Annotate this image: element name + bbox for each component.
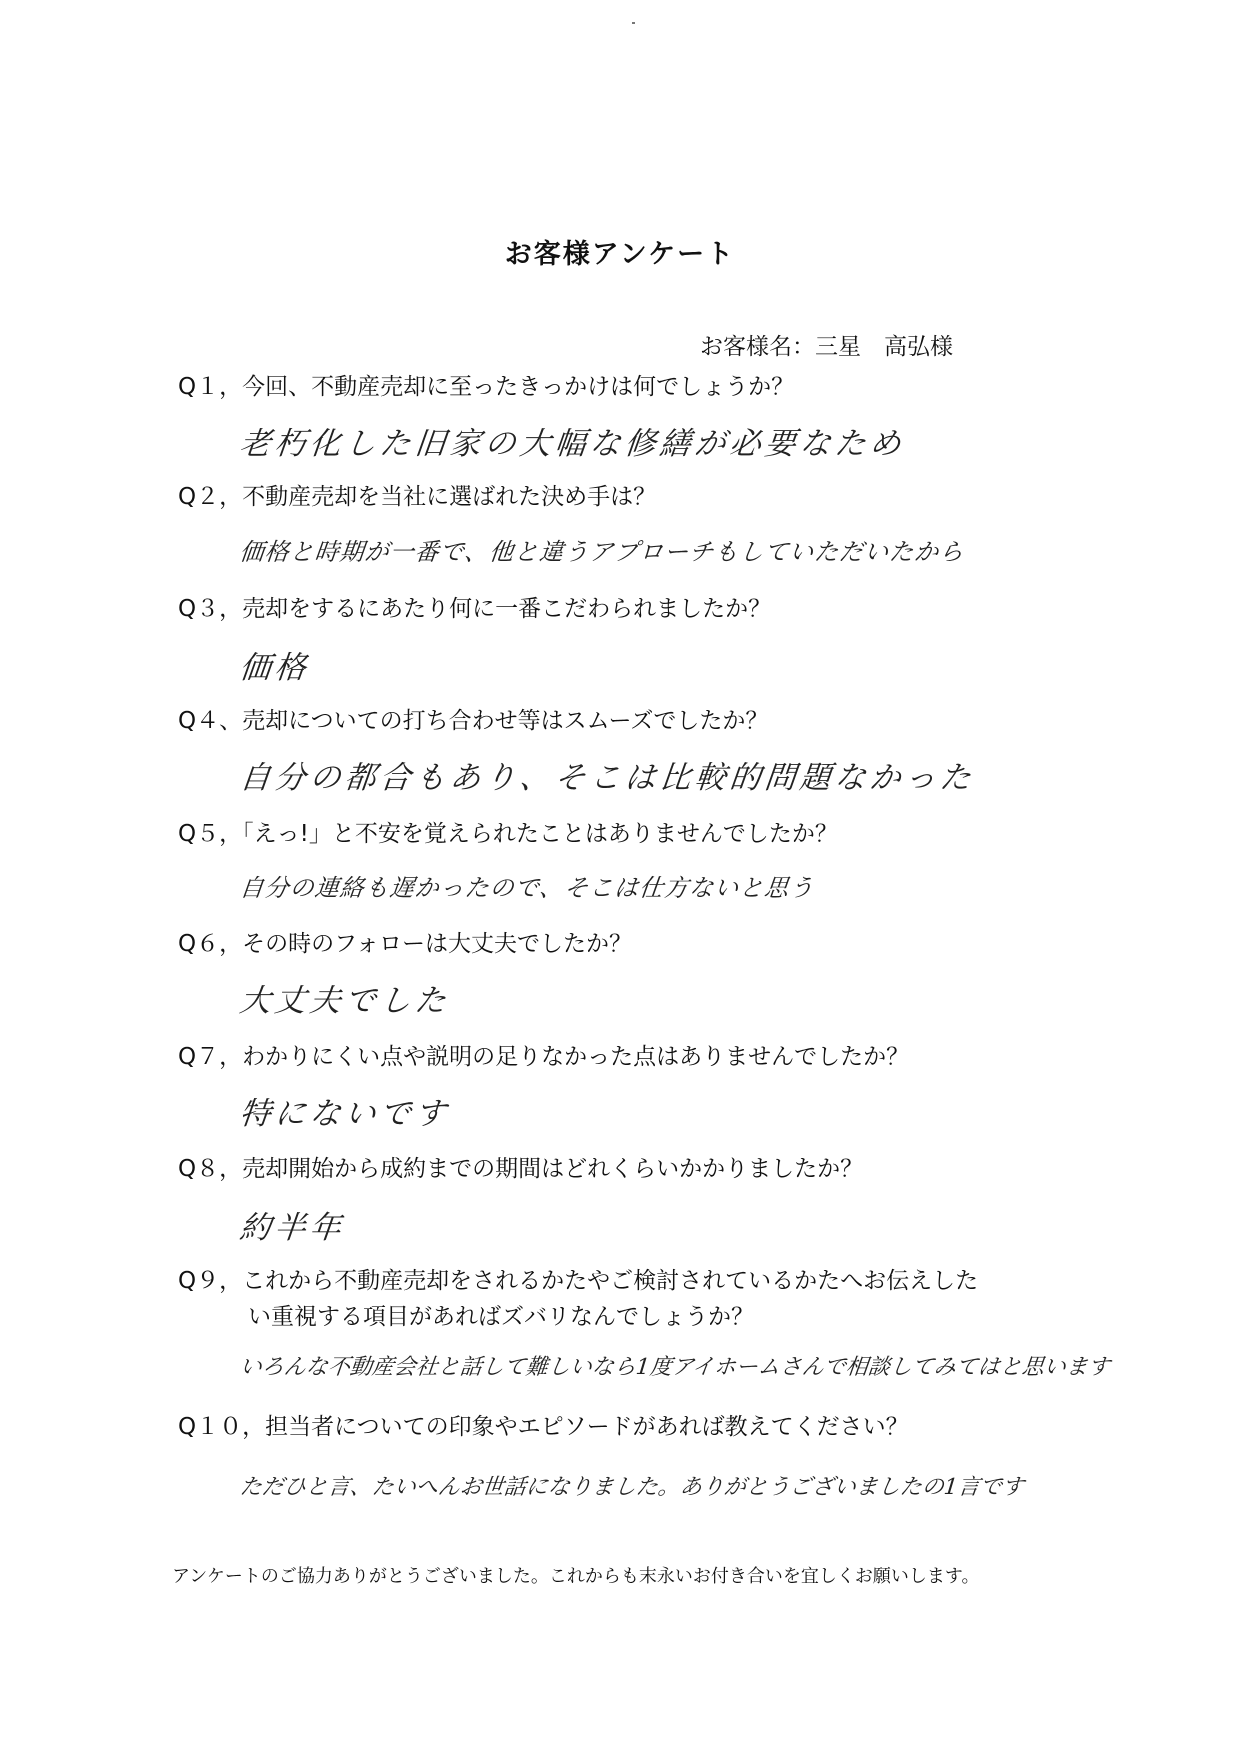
question-9-line-2: い重視する項目があればズバリなんでしょうか？ bbox=[248, 1304, 754, 1330]
answer-7: 特にないです bbox=[237, 1096, 452, 1132]
answer-9: いろんな不動産会社と話して難しいなら1度アイホームさんで相談してみてはと思います bbox=[238, 1355, 1112, 1380]
answer-4: 自分の都合もあり、そこは比較的問題なかった bbox=[237, 760, 977, 796]
footer-note: アンケートのご協力ありがとうございました。これからも末永いお付き合いを宜しくお願いします。 bbox=[172, 1566, 980, 1587]
question-5: Q５，「えっ!」と不安を覚えられたことはありませんでしたか？ bbox=[178, 821, 838, 847]
question-8: Q８，売却開始から成約までの期間はどれくらいかかりましたか？ bbox=[178, 1156, 864, 1182]
answer-10: ただひと言、たいへんお世話になりました。ありがとうございましたの1言です bbox=[238, 1475, 1026, 1500]
question-6: Q６，その時のフォローは大丈夫でしたか？ bbox=[178, 931, 632, 957]
question-2: Q２，不動産売却を当社に選ばれた決め手は？ bbox=[178, 484, 657, 510]
answer-3: 価格 bbox=[237, 650, 312, 686]
question-4: Q４、売却についての打ち合わせ等はスムーズでしたか？ bbox=[178, 708, 769, 734]
question-3: Q３，売却をするにあたり何に一番こだわられましたか？ bbox=[178, 596, 772, 622]
question-7: Q７，わかりにくい点や説明の足りなかった点はありませんでしたか？ bbox=[178, 1044, 910, 1070]
customer-name: お客様名：三星 高弘様 bbox=[700, 334, 953, 360]
answer-2: 価格と時期が一番で、他と違うアプローチもしていただいたから bbox=[238, 538, 966, 566]
question-9: Q９，これから不動産売却をされるかたやご検討されているかたへお伝えした bbox=[178, 1268, 979, 1294]
answer-8: 約半年 bbox=[237, 1210, 347, 1246]
question-1: Q１，今回、不動産売却に至ったきっかけは何でしょうか？ bbox=[178, 374, 795, 400]
question-10: Q１０，担当者についての印象やエピソードがあれば教えてください？ bbox=[178, 1414, 909, 1440]
scan-mark bbox=[632, 22, 635, 24]
answer-5: 自分の連絡も遅かったので、そこは仕方ないと思う bbox=[238, 874, 816, 902]
page-title: お客様アンケート bbox=[504, 239, 736, 270]
answer-1: 老朽化した旧家の大幅な修繕が必要なため bbox=[237, 426, 907, 462]
answer-6: 大丈夫でした bbox=[237, 983, 452, 1019]
